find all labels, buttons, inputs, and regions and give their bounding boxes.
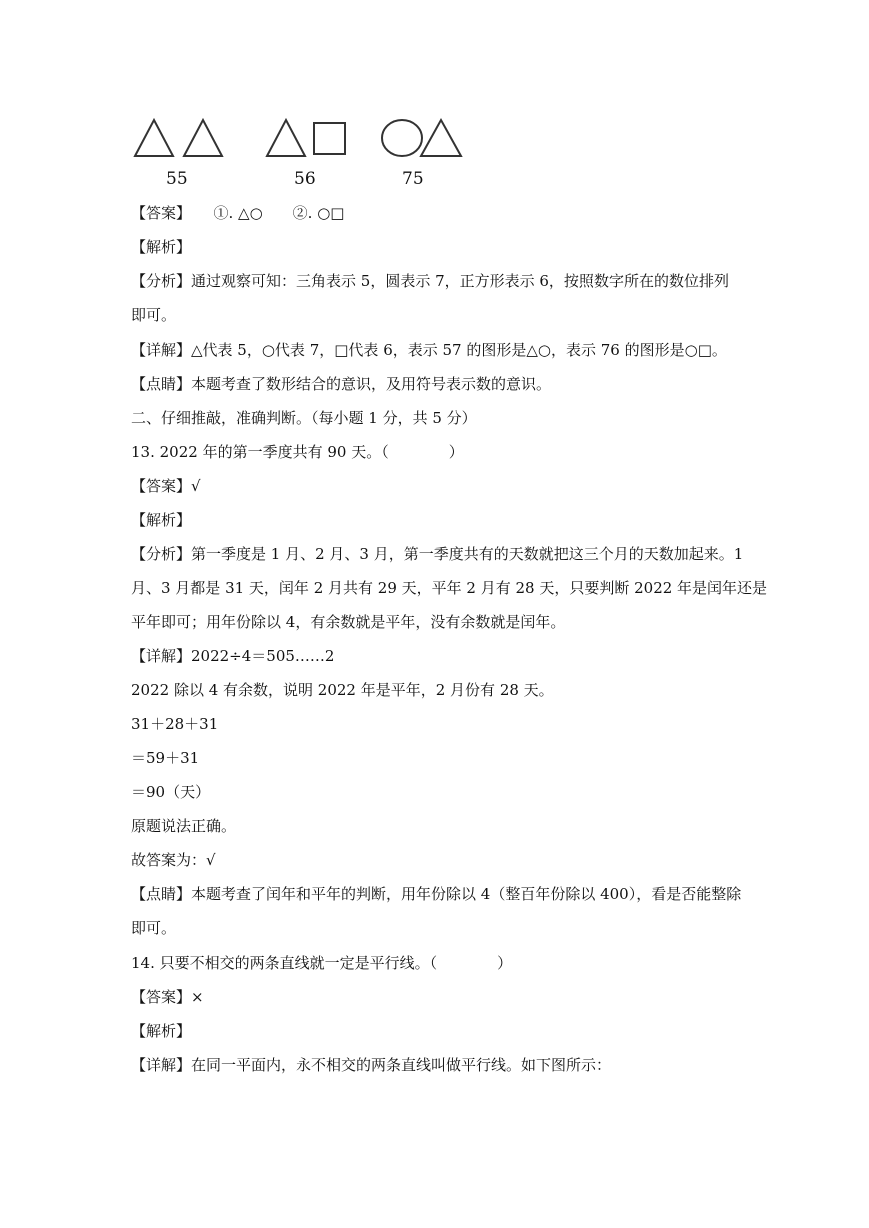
analysis-heading: 【解析】 (131, 238, 192, 256)
triangle-shape (135, 120, 173, 156)
text-line: 原题说法正确。 (131, 817, 237, 835)
text-line: 【分析】第一季度是 1 月、2 月、3 月，第一季度共有的天数就把这三个月的天数加起来。1 (131, 545, 744, 563)
question-13: 13. 2022 年的第一季度共有 90 天。（ ） (131, 443, 464, 461)
text-line: 即可。 (131, 306, 177, 324)
text-line: 【点睛】本题考查了数形结合的意识，及用符号表示数的意识。 (131, 375, 552, 393)
analysis-heading: 【解析】 (131, 511, 192, 529)
text-line: ＝90（天） (131, 783, 211, 801)
square-shape (314, 123, 345, 154)
text-line: 31＋28＋31 (131, 715, 219, 733)
text-line: 故答案为：√ (131, 851, 216, 869)
text-line: 即可。 (131, 919, 177, 937)
text-line: ＝59＋31 (131, 749, 200, 767)
triangle-shape (184, 120, 222, 156)
figure-label-2: 56 (294, 169, 316, 189)
question-14: 14. 只要不相交的两条直线就一定是平行线。（ ） (131, 954, 513, 972)
text-line: 【详解】在同一平面内，永不相交的两条直线叫做平行线。如下图所示： (131, 1056, 612, 1074)
figure-label-1: 55 (166, 169, 188, 189)
text-line: 2022 除以 4 有余数，说明 2022 年是平年，2 月份有 28 天。 (131, 681, 554, 699)
answer-line: 【答案】× (131, 988, 204, 1006)
circle-shape (382, 120, 422, 156)
answer-line: 【答案】√ (131, 477, 201, 495)
section-heading: 二、仔细推敲，准确判断。（每小题 1 分，共 5 分） (131, 409, 477, 427)
text-line: 【点睛】本题考查了闰年和平年的判断，用年份除以 4（整百年份除以 400），看是否能整除 (131, 885, 742, 903)
text-line: 月、3 月都是 31 天，闰年 2 月共有 29 天，平年 2 月有 28 天，只要判断 2022 年是闰年还是 (131, 579, 768, 597)
triangle-shape (267, 120, 305, 156)
analysis-heading: 【解析】 (131, 1022, 192, 1040)
answer-line: 【答案】 ①. △○ ②. ○□ (131, 204, 345, 222)
figure-label-3: 75 (402, 169, 424, 189)
text-line: 【详解】2022÷4＝505……2 (131, 647, 335, 665)
text-line: 【分析】通过观察可知：三角表示 5，圆表示 7，正方形表示 6，按照数字所在的数位排列 (131, 272, 729, 290)
triangle-shape (421, 120, 461, 156)
text-line: 平年即可；用年份除以 4，有余数就是平年，没有余数就是闰年。 (131, 613, 566, 631)
text-line: 【详解】△代表 5，○代表 7，□代表 6，表示 57 的图形是△○，表示 76 的图形是○□。 (131, 341, 727, 359)
